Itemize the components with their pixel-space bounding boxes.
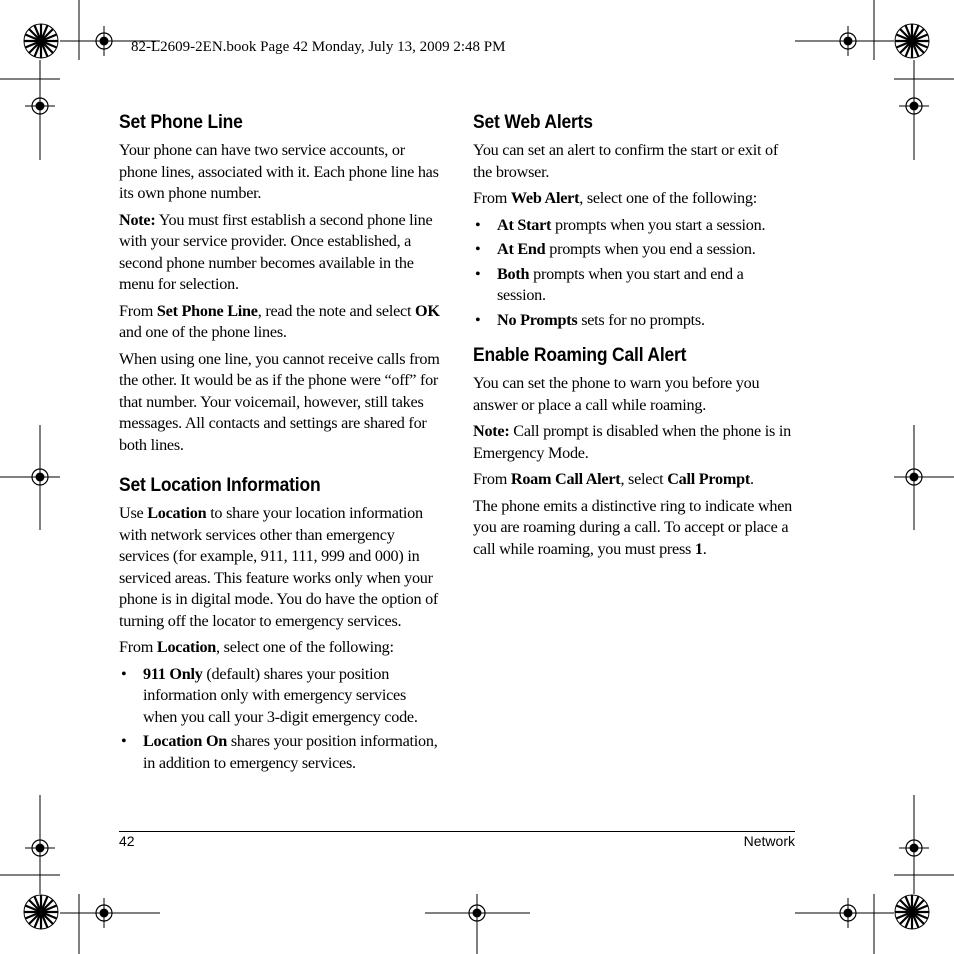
text-run: , select one of the following: — [216, 638, 394, 656]
text-run: . — [750, 470, 754, 488]
menu-name: Web Alert — [510, 189, 580, 207]
web-alert-options-list — [473, 215, 795, 332]
text-run: Use — [119, 504, 148, 522]
section-set-web-alerts — [473, 112, 795, 331]
text-run: From — [119, 301, 157, 320]
section-set-phone-line — [119, 112, 441, 456]
menu-name: OK — [415, 301, 440, 320]
footer-rule — [119, 831, 795, 832]
paragraph: You can set an alert to confirm the start or exit of the browser. — [473, 141, 778, 181]
text-run: and one of the phone lines. — [119, 323, 287, 341]
location-options-list — [119, 664, 441, 775]
note-label: Note: — [119, 210, 156, 229]
note-text: You must first establish a second phone line with your service provider. Once established, a second phone number becomes available in the menu for selection. — [119, 210, 433, 293]
instruction — [473, 188, 795, 210]
option-desc: shares your position information, in addition to emergency services. — [143, 732, 438, 772]
section-enable-roaming-call-alert — [473, 345, 795, 560]
heading-set-location-information: Set Location Information — [119, 475, 321, 496]
list-item — [473, 264, 795, 307]
note-text: Call prompt is disabled when the phone is in Emergency Mode. — [473, 422, 791, 462]
option-name: 911 Only — [143, 664, 203, 683]
list-item — [473, 239, 795, 261]
text-run: . — [702, 539, 707, 558]
heading-set-web-alerts: Set Web Alerts — [473, 112, 593, 133]
menu-name: Location — [156, 638, 217, 656]
option-desc: prompts when you start a session. — [551, 215, 766, 234]
menu-name: Set Phone Line — [156, 301, 258, 320]
list-item — [119, 664, 441, 729]
section-name: Network — [743, 833, 795, 849]
paragraph — [473, 496, 795, 561]
option-desc: prompts when you end a session. — [545, 240, 756, 258]
page-number: 42 — [119, 833, 135, 849]
key-name: 1 — [694, 539, 703, 558]
text-run: , select — [620, 470, 668, 488]
text-run: From — [473, 189, 511, 207]
text-run: From — [473, 470, 511, 488]
note-label: Note: — [473, 422, 510, 440]
heading-set-phone-line: Set Phone Line — [119, 112, 243, 133]
paragraph: You can set the phone to warn you before you answer or place a call while roaming. — [473, 374, 760, 414]
text-run: The phone emits a distinctive ring to indicate when you are roaming during a call. To accept or place a call while roaming, you must press — [473, 496, 793, 558]
menu-name: Location — [147, 504, 207, 522]
option-desc: prompts when you start and end a session. — [497, 264, 744, 304]
menu-name: Roam Call Alert — [510, 470, 621, 488]
instruction — [119, 301, 441, 344]
note — [473, 421, 795, 464]
print-slug: 82-L2609-2EN.book Page 42 Monday, July 13, 2009 2:48 PM — [131, 39, 506, 55]
instruction — [119, 637, 441, 659]
list-item — [119, 731, 441, 774]
menu-name: Call Prompt — [667, 470, 751, 488]
option-desc: (default) shares your position information only with emergency services when you call your 3-digit emergency code. — [143, 664, 418, 726]
instruction — [473, 469, 795, 491]
option-name: Both — [497, 264, 530, 283]
paragraph — [119, 503, 441, 632]
option-desc: sets for no prompts. — [577, 310, 705, 329]
option-name: At Start — [497, 215, 552, 234]
text-run: to share your location information with network services other than emergency services (for example, 911, 111, 999 and 000) in serviced areas. This feature works only when your phone is in digital mode. You do have the option of turning off the locator to emergency services. — [119, 504, 439, 630]
paragraph: When using one line, you cannot receive calls from the other. It would be as if the phone were “off” for that number. Your voicemail, however, still takes messages. All contacts and settings are shared for both lines. — [119, 349, 440, 454]
option-name: Location On — [143, 732, 228, 750]
text-run: , read the note and select — [257, 301, 416, 320]
list-item — [473, 215, 795, 237]
text-run: , select one of the following: — [579, 189, 757, 207]
text-run: From — [119, 638, 157, 656]
section-set-location-information — [119, 475, 441, 774]
right-column — [473, 112, 795, 565]
heading-enable-roaming-call-alert: Enable Roaming Call Alert — [473, 345, 687, 366]
left-column — [119, 112, 441, 778]
list-item — [473, 310, 795, 332]
note — [119, 210, 441, 296]
option-name: At End — [497, 240, 546, 258]
option-name: No Prompts — [497, 310, 578, 329]
paragraph: Your phone can have two service accounts, or phone lines, associated with it. Each phone line has its own phone number. — [119, 141, 439, 202]
